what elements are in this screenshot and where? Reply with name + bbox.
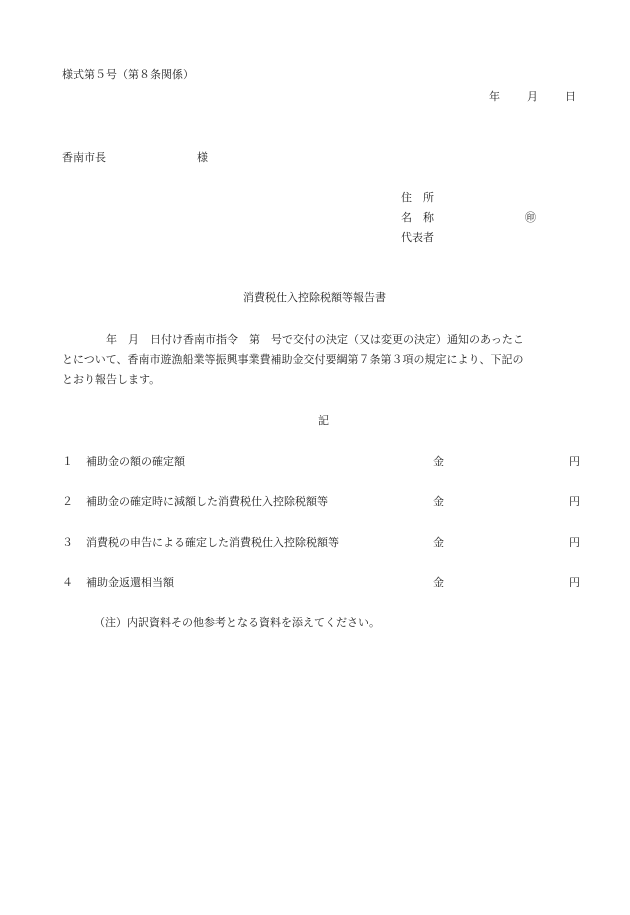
ki-heading: 記 — [318, 414, 329, 427]
name-label: 名 称 — [401, 211, 434, 224]
item-yen: 円 — [569, 576, 580, 589]
item-row — [0, 576, 630, 590]
item-yen: 円 — [569, 536, 580, 549]
item-kin: 金 — [433, 576, 444, 589]
date-month: 月 — [527, 90, 538, 103]
item-number: ２ — [62, 495, 73, 508]
item-yen: 円 — [569, 455, 580, 468]
item-label: 補助金の額の確定額 — [86, 455, 185, 468]
item-label: 消費税の申告による確定した消費税仕入控除税額等 — [86, 536, 339, 549]
address-label: 住 所 — [401, 191, 434, 204]
form-number: 様式第５号（第８条関係） — [62, 68, 194, 81]
item-kin: 金 — [433, 455, 444, 468]
seal-icon: ㊞ — [525, 211, 536, 224]
item-row — [0, 455, 630, 469]
representative-label: 代表者 — [401, 231, 434, 244]
item-label: 補助金返還相当額 — [86, 576, 174, 589]
item-number: ３ — [62, 536, 73, 549]
body-paragraph — [62, 330, 592, 390]
date-day: 日 — [565, 90, 576, 103]
addressee-honorific: 様 — [197, 151, 208, 164]
item-yen: 円 — [569, 495, 580, 508]
item-row — [0, 495, 630, 509]
item-kin: 金 — [433, 495, 444, 508]
date-year: 年 — [489, 90, 500, 103]
item-row — [0, 536, 630, 550]
body-line: とおり報告します。 — [62, 373, 161, 386]
item-number: ４ — [62, 576, 73, 589]
body-line: とについて、香南市遊漁船業等振興事業費補助金交付要綱第７条第３項の規定により、下記の — [62, 353, 524, 366]
document-title: 消費税仕入控除税額等報告書 — [243, 291, 386, 304]
note: （注）内訳資料その他参考となる資料を添えてください。 — [94, 616, 380, 629]
body-line: 年 月 日付け香南市指令 第 号で交付の決定（又は変更の決定）通知のあったこ — [62, 333, 524, 346]
addressee-name: 香南市長 — [62, 151, 106, 164]
item-kin: 金 — [433, 536, 444, 549]
item-number: １ — [62, 455, 73, 468]
item-label: 補助金の確定時に減額した消費税仕入控除税額等 — [86, 495, 328, 508]
